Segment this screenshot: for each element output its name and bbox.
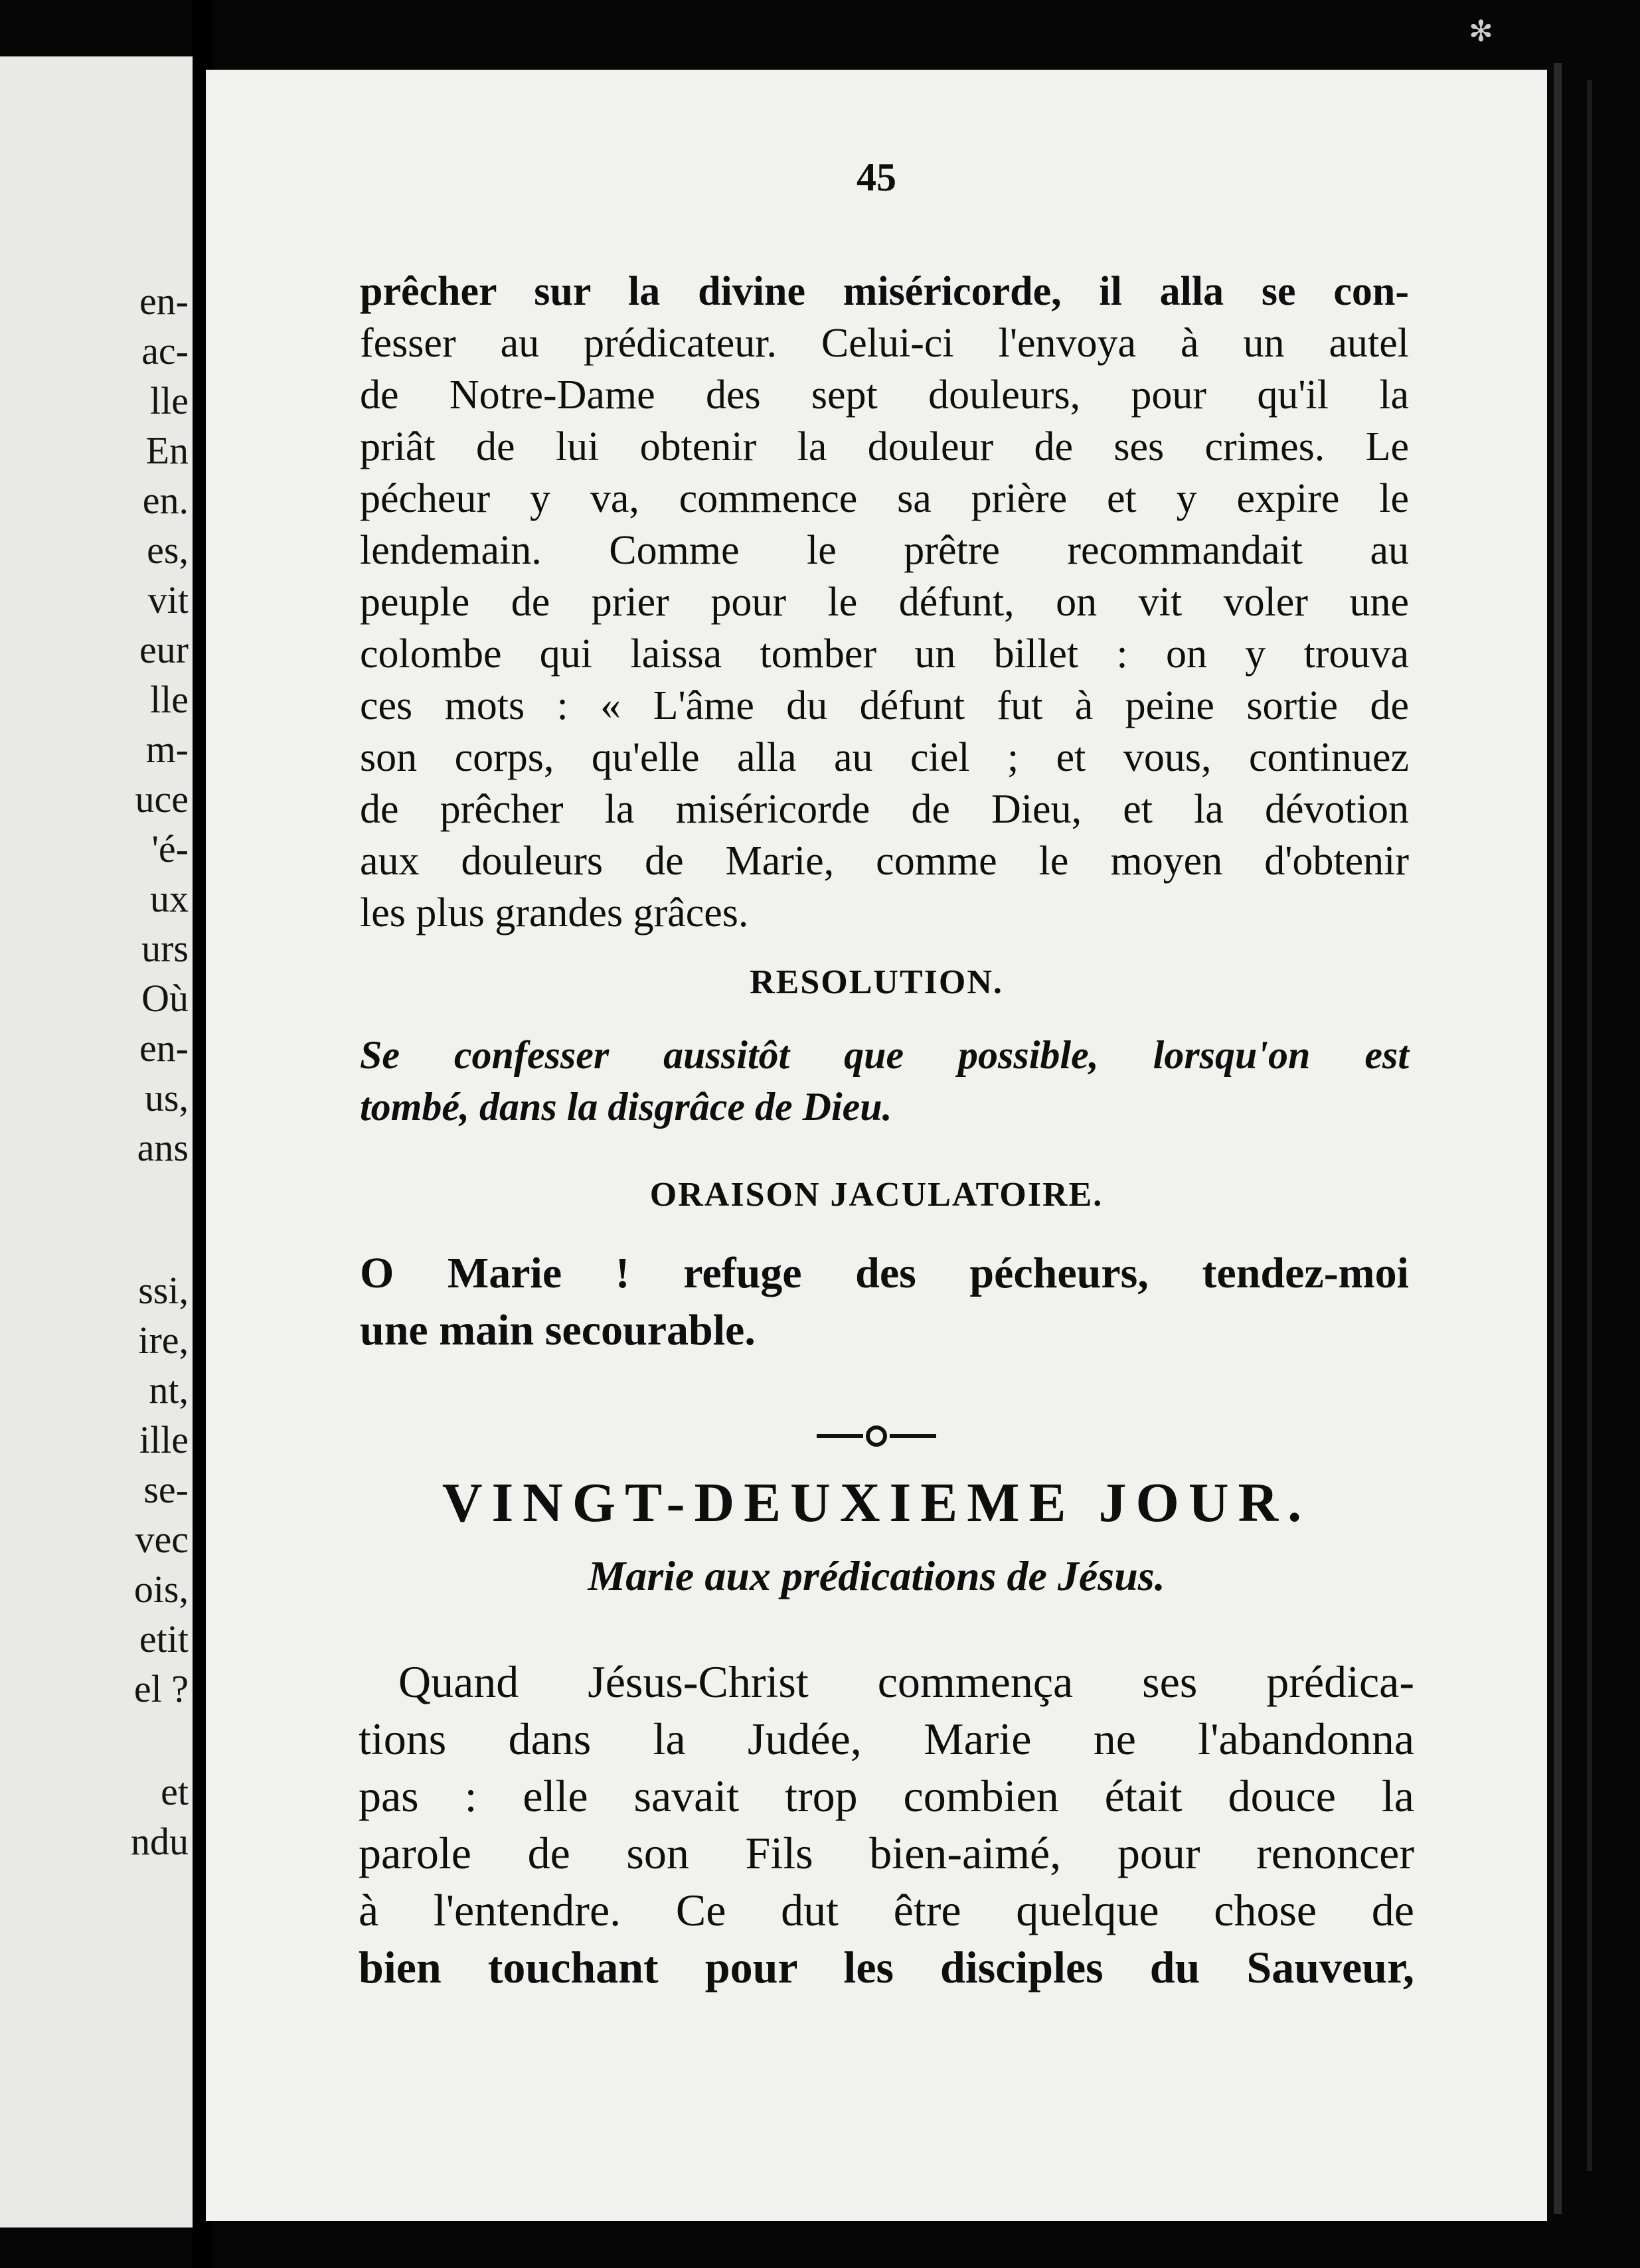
book-page [206, 70, 1547, 2221]
left-line: lle [150, 379, 189, 422]
resolution-text [360, 1029, 1409, 1133]
paragraph-1 [360, 266, 1409, 939]
text-line: prêcher sur la divine miséricorde, il alla se con- [360, 269, 1409, 314]
text-line: O Marie ! refuge des pécheurs, tendez-moi [360, 1249, 1409, 1297]
text-line: les plus grandes grâces. [360, 890, 749, 935]
text-line: de prêcher la miséricorde de Dieu, et la dévotion [360, 787, 1409, 832]
text-line: pas : elle savait trop combien était douce la [359, 1771, 1414, 1821]
left-line: lle [150, 678, 189, 721]
page-number: 45 [857, 155, 896, 199]
text-line: tions dans la Judée, Marie ne l'abandonna [359, 1714, 1414, 1764]
left-line: vec [135, 1518, 189, 1561]
page-edge [1554, 63, 1562, 2214]
left-line: ux [150, 877, 189, 920]
left-line: ssi, [138, 1269, 189, 1312]
text-line: lendemain. Comme le prêtre recommandait au [360, 528, 1409, 573]
left-line: el ? [133, 1667, 189, 1710]
left-line: es, [147, 528, 189, 572]
left-line: et [161, 1770, 189, 1813]
text-line: ces mots : « L'âme du défunt fut à peine sortie de [360, 683, 1409, 728]
text-line: peuple de prier pour le défunt, on vit voler une [360, 580, 1409, 625]
scan-mark-icon: ✻ [1469, 15, 1493, 48]
text-line: bien touchant pour les disciples du Sauveur, [359, 1942, 1414, 1992]
ornament-divider-icon [206, 1416, 1547, 1456]
text-line: aux douleurs de Marie, comme le moyen d'obtenir [360, 839, 1409, 884]
text-line: parole de son Fils bien-aimé, pour renoncer [359, 1828, 1414, 1878]
left-line: En [145, 429, 189, 472]
left-line: en- [139, 280, 189, 323]
left-line: en- [139, 1026, 189, 1070]
left-line: en. [142, 479, 189, 522]
text-line: Quand Jésus-Christ commença ses prédica- [398, 1657, 1414, 1707]
left-line: urs [141, 927, 189, 970]
text-line: Se confesser aussitôt que possible, lorsqu'on est [360, 1033, 1409, 1077]
left-line: ans [137, 1126, 189, 1169]
text-line: colombe qui laissa tomber un billet : on y trouva [360, 631, 1409, 677]
left-page-fragment [0, 56, 193, 2228]
left-line: ire, [138, 1319, 189, 1362]
left-line: uce [135, 777, 189, 821]
left-line: se- [143, 1468, 189, 1511]
left-line: vit [147, 578, 189, 621]
text-line: une main secourable. [360, 1306, 756, 1354]
text-line: fesser au prédicateur. Celui-ci l'envoya à un autel [360, 321, 1409, 366]
resolution-heading: RESOLUTION. [750, 963, 1003, 1001]
text-line: pécheur y va, commence sa prière et y expire le [360, 476, 1409, 521]
left-line: eur [139, 628, 189, 671]
left-line: nt, [149, 1368, 189, 1412]
text-line: tombé, dans la disgrâce de Dieu. [360, 1085, 892, 1129]
left-line: 'é- [151, 827, 189, 870]
left-line: Où [141, 977, 189, 1020]
oraison-heading: ORAISON JACULATOIRE. [649, 1176, 1104, 1214]
chapter-title: VINGT-DEUXIEME JOUR. [442, 1472, 1311, 1534]
text-line: de Notre-Dame des sept douleurs, pour qu'il la [360, 372, 1409, 418]
page-edge [1587, 80, 1592, 2171]
left-line: ois, [133, 1568, 189, 1611]
oraison-text [360, 1245, 1409, 1359]
left-line: etit [139, 1617, 189, 1660]
left-line: ille [139, 1418, 189, 1461]
left-line: m- [145, 728, 189, 771]
left-line: ac- [141, 329, 189, 372]
text-line: son corps, qu'elle alla au ciel ; et vous, continuez [360, 735, 1409, 780]
text-line: priât de lui obtenir la douleur de ses crimes. Le [360, 424, 1409, 469]
chapter-subtitle: Marie aux prédications de Jésus. [588, 1552, 1165, 1599]
text-line: à l'entendre. Ce dut être quelque chose de [359, 1885, 1414, 1935]
left-line: ndu [131, 1820, 189, 1863]
paragraph-2 [359, 1653, 1414, 1996]
left-line: us, [144, 1076, 189, 1119]
